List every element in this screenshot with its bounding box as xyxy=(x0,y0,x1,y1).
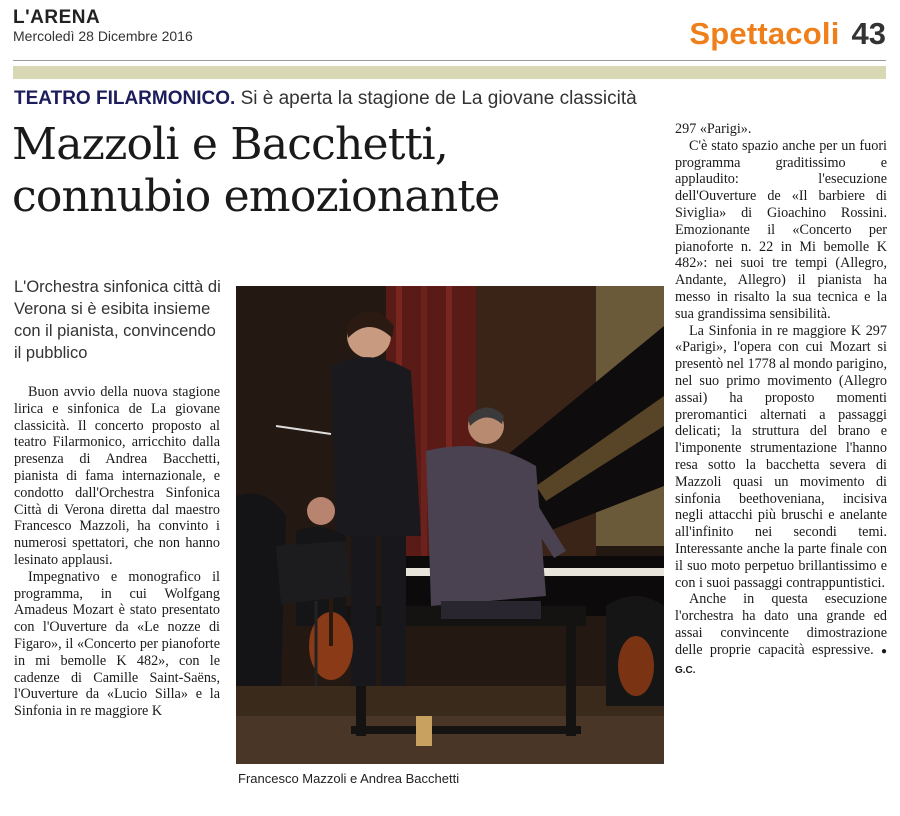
header-rule xyxy=(13,60,886,61)
article-kicker xyxy=(14,88,674,110)
header-band xyxy=(13,66,886,79)
body-paragraph: C'è stato spazio anche per un fuori programma graditissimo e applaudito: l'esecuzione dell'Ouverture de «Il barbiere di Siviglia» di Gioachino Rossini. Emozionante il «Concerto per pianoforte n. 22 in Mi bemolle K 482»: nei suoi tre tempi (Allegro, Andante, Allegro) il pianista ha messo in risalto la sua tecnica e la sua grandissima sensibilità. xyxy=(675,137,887,322)
body-paragraph: La Sinfonia in re maggiore K 297 «Parigi», l'opera con cui Mozart si presentò nel 1778 al mondo parigino, nel suo primo movimento (Allegro assai) ha proposto momenti preromantici alternati a passaggi delicati; la struttura del brano e l'imponente strumentazione l'hanno resa sotto la bacchetta severa di Mazzoli quasi un movimento di sinfonia beethoveniana, incisiva negli attacchi più bruschi e anelante all'infinito nei secondi temi. Interessante anche la parte finale con il suo moto perpetuo brillantissimo e con i suoi passaggi contrappuntistici. xyxy=(675,322,887,591)
newspaper-name: L'ARENA xyxy=(13,7,101,28)
body-paragraph-last xyxy=(675,591,887,679)
concert-photo-illustration xyxy=(236,286,664,764)
section-header xyxy=(689,16,886,52)
body-paragraph: Impegnativo e monografico il programma, in cui Wolfgang Amadeus Mozart è stato presentato con l'Ouverture da «Le nozze di Figaro», il «Concerto per pianoforte in mi bemolle K 482», con le cadenze di Camille Saint-Saëns, l'Ouverture da «Lucio Silla» e la Sinfonia in re maggiore K xyxy=(14,568,220,720)
issue-date: Mercoledì 28 Dicembre 2016 xyxy=(13,28,193,44)
headline-line-1: Mazzoli e Bacchetti, xyxy=(12,119,448,170)
body-column-left xyxy=(14,384,220,720)
article-subhead: L'Orchestra sinfonica città di Verona si è esibita insieme con il pianista, convincendo il pubblico xyxy=(14,278,221,362)
author-signature: ● G.C. xyxy=(675,645,888,676)
body-paragraph: Buon avvio della nuova stagione lirica e sinfonica de La giovane classicità. Il concerto proposto al teatro Filarmonico, arricchito dalla presenza di Andrea Bacchetti, pianista di fama internazionale, e condotto dall'Orchestra Sinfonica Città di Verona diretta dal maestro Francesco Mazzoli, ha convinto i numerosi spettatori, che non hanno lesinato applausi. xyxy=(14,384,220,568)
body-column-right xyxy=(675,121,887,679)
kicker-text: Si è aperta la stagione de La giovane classicità xyxy=(240,88,637,109)
body-paragraph-continuation: 297 «Parigi». xyxy=(675,121,752,137)
masthead xyxy=(13,8,193,44)
section-name: Spettacoli xyxy=(689,16,840,51)
headline-line-2: connubio emozionante xyxy=(12,171,500,222)
photo-caption: Francesco Mazzoli e Andrea Bacchetti xyxy=(238,771,460,786)
article-headline xyxy=(12,119,672,223)
kicker-venue: TEATRO FILARMONICO. xyxy=(14,88,236,109)
article-photo xyxy=(236,286,664,764)
page-number: 43 xyxy=(851,16,886,51)
last-paragraph-text: Anche in questa esecuzione l'orchestra ha dato una grande ed assai convincente dimostrazione delle proprie capacità espressive. xyxy=(675,591,887,658)
